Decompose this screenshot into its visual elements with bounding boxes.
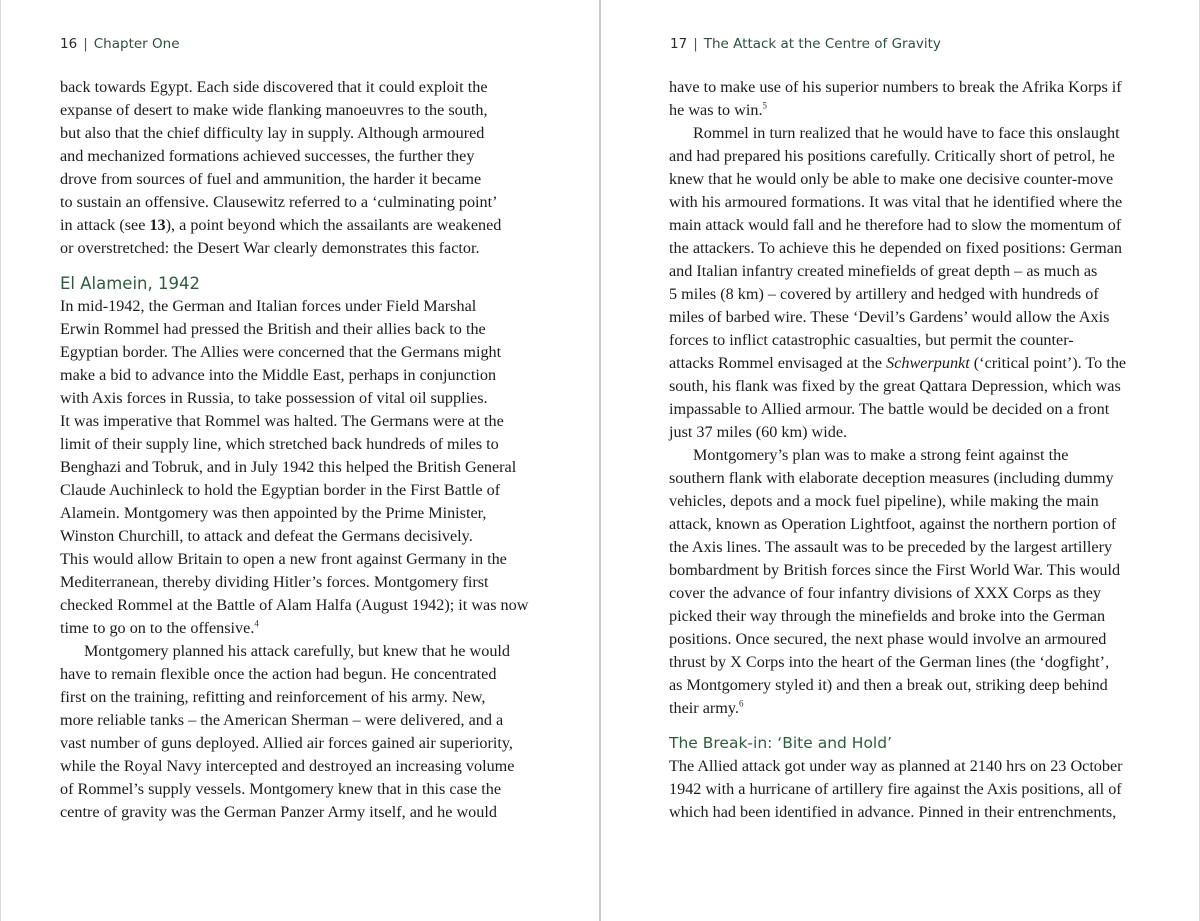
- text-line: which had been identified in advance. Pinned in their entrenchments,: [669, 803, 1117, 821]
- text-line: checked Rommel at the Battle of Alam Halfa (August 1942); it was now: [60, 596, 529, 614]
- endnote-marker-4[interactable]: 4: [254, 618, 259, 629]
- text-line: attack, known as Operation Lightfoot, against the northern portion of: [669, 515, 1117, 533]
- text-line: first on the training, refitting and reinforcement of his army. New,: [60, 688, 486, 706]
- text-fragment: attacks Rommel envisaged at the: [669, 354, 887, 372]
- text-line: This would allow Britain to open a new front against Germany in the: [60, 550, 507, 568]
- text-fragment: time to go on to the offensive.: [60, 619, 255, 637]
- text-line: just 37 miles (60 km) wide.: [669, 423, 848, 441]
- right-body-text: [669, 76, 1141, 824]
- text-line: centre of gravity was the German Panzer Army itself, and he would: [60, 803, 497, 821]
- running-head-separator: |: [693, 36, 698, 52]
- text-fragment: he was to win.: [669, 101, 763, 119]
- text-line-with-note: [669, 697, 1141, 720]
- text-line: and mechanized formations achieved successes, the further they: [60, 147, 475, 165]
- text-line: It was imperative that Rommel was halted. The Germans were at the: [60, 412, 504, 430]
- text-line: while the Royal Navy intercepted and destroyed an increasing volume: [60, 757, 515, 775]
- text-line: In mid-1942, the German and Italian forces under Field Marshal: [60, 297, 477, 315]
- cross-reference-number: 13: [149, 216, 166, 234]
- text-line-with-italic: [669, 352, 1141, 375]
- text-line: Erwin Rommel had pressed the British and their allies back to the: [60, 320, 486, 338]
- text-line: have to make use of his superior numbers to break the Afrika Korps if: [669, 78, 1122, 96]
- left-running-head: [60, 36, 180, 52]
- text-line: thrust by X Corps into the heart of the German lines (the ‘dogfight’,: [669, 653, 1110, 671]
- text-line-with-reference: [60, 214, 530, 237]
- running-head-separator: |: [83, 36, 88, 52]
- text-line: or overstretched: the Desert War clearly demonstrates this factor.: [60, 239, 480, 257]
- text-line: vehicles, depots and a mock fuel pipeline), while making the main: [669, 492, 1099, 510]
- text-line: 1942 with a hurricane of artillery fire against the Axis positions, all of: [669, 780, 1122, 798]
- text-line: more reliable tanks – the American Sherman – were delivered, and a: [60, 711, 504, 729]
- text-line: picked their way through the minefields and broke into the German: [669, 607, 1106, 625]
- text-line: Mediterranean, thereby dividing Hitler’s forces. Montgomery first: [60, 573, 489, 591]
- text-line: as Montgomery styled it) and then a break out, striking deep behind: [669, 676, 1108, 694]
- text-line: positions. Once secured, the next phase would involve an armoured: [669, 630, 1107, 648]
- left-page-number: 16: [60, 36, 78, 52]
- text-line: forces to inflict catastrophic casualties, but permit the counter-: [669, 331, 1074, 349]
- text-line-with-note: [60, 617, 530, 640]
- text-line: drove from sources of fuel and ammunition, the harder it became: [60, 170, 482, 188]
- text-line: have to remain flexible once the action had begun. He concentrated: [60, 665, 497, 683]
- text-line: knew that he would only be able to make one decisive counter-move: [669, 170, 1114, 188]
- text-line: the Axis lines. The assault was to be preceded by the largest artillery: [669, 538, 1113, 556]
- text-line: back towards Egypt. Each side discovered that it could exploit the: [60, 78, 488, 96]
- text-fragment: in attack (see: [60, 216, 150, 234]
- text-line: but also that the chief difficulty lay in supply. Although armoured: [60, 124, 485, 142]
- text-line: impassable to Allied armour. The battle would be decided on a front: [669, 400, 1110, 418]
- section-heading-el-alamein: El Alamein, 1942: [60, 274, 200, 293]
- text-line: with his armoured formations. It was vital that he identified where the: [669, 193, 1123, 211]
- text-line: miles of barbed wire. These ‘Devil’s Gardens’ would allow the Axis: [669, 308, 1110, 326]
- section-spacer: [669, 720, 1141, 732]
- text-line: and Italian infantry created minefields of great depth – as much as: [669, 262, 1098, 280]
- text-line: 5 miles (8 km) – covered by artillery and hedged with hundreds of: [669, 285, 1099, 303]
- left-chapter-title: Chapter One: [93, 36, 180, 52]
- section-heading-break-in: The Break-in: ‘Bite and Hold’: [669, 734, 893, 752]
- text-line: Egyptian border. The Allies were concerned that the Germans might: [60, 343, 502, 361]
- right-chapter-title: The Attack at the Centre of Gravity: [703, 36, 941, 52]
- text-line: to sustain an offensive. Clausewitz referred to a ‘culminating point’: [60, 193, 498, 211]
- right-running-head: [670, 36, 941, 52]
- section-spacer: [60, 260, 530, 272]
- right-page: [601, 0, 1200, 921]
- text-line: the attackers. To achieve this he depended on fixed positions: German: [669, 239, 1123, 257]
- paragraph-first-line: Rommel in turn realized that he would have to face this onslaught: [693, 124, 1120, 142]
- text-line-with-note: [669, 99, 1141, 122]
- text-line: with Axis forces in Russia, to take possession of vital oil supplies.: [60, 389, 488, 407]
- text-line: Alamein. Montgomery was then appointed by the Prime Minister,: [60, 504, 487, 522]
- endnote-marker-5[interactable]: 5: [762, 100, 768, 111]
- endnote-marker-6[interactable]: 6: [738, 698, 744, 709]
- text-line: of Rommel’s supply vessels. Montgomery knew that in this case the: [60, 780, 502, 798]
- text-line: The Allied attack got under way as planned at 2140 hrs on 23 October: [669, 757, 1123, 775]
- text-line: Benghazi and Tobruk, and in July 1942 this helped the British General: [60, 458, 517, 476]
- text-line: main attack would fall and he therefore had to slow the momentum of: [669, 216, 1122, 234]
- text-line: make a bid to advance into the Middle East, perhaps in conjunction: [60, 366, 497, 384]
- text-line: limit of their supply line, which stretched back hundreds of miles to: [60, 435, 499, 453]
- paragraph-first-line: Montgomery planned his attack carefully, but knew that he would: [84, 642, 511, 660]
- text-line: south, his flank was fixed by the great Qattara Depression, which was: [669, 377, 1121, 395]
- text-fragment: ), a point beyond which the assailants are weakened: [165, 216, 502, 234]
- text-line: bombardment by British forces since the First World War. This would: [669, 561, 1121, 579]
- text-line: vast number of guns deployed. Allied air forces gained air superiority,: [60, 734, 513, 752]
- left-body-text: [60, 76, 530, 824]
- italic-term-schwerpunkt: Schwerpunkt: [886, 354, 970, 372]
- text-line: and had prepared his positions carefully. Critically short of petrol, he: [669, 147, 1115, 165]
- right-page-number: 17: [670, 36, 688, 52]
- paragraph-first-line: Montgomery’s plan was to make a strong feint against the: [693, 446, 1069, 464]
- text-line: southern flank with elaborate deception measures (including dummy: [669, 469, 1114, 487]
- text-fragment: (‘critical point’). To the: [969, 354, 1127, 372]
- text-line: Claude Auchinleck to hold the Egyptian border in the First Battle of: [60, 481, 501, 499]
- text-line: expanse of desert to make wide flanking manoeuvres to the south,: [60, 101, 488, 119]
- text-fragment: their army.: [669, 699, 739, 717]
- text-line: cover the advance of four infantry divisions of XXX Corps as they: [669, 584, 1102, 602]
- text-line: Winston Churchill, to attack and defeat the Germans decisively.: [60, 527, 473, 545]
